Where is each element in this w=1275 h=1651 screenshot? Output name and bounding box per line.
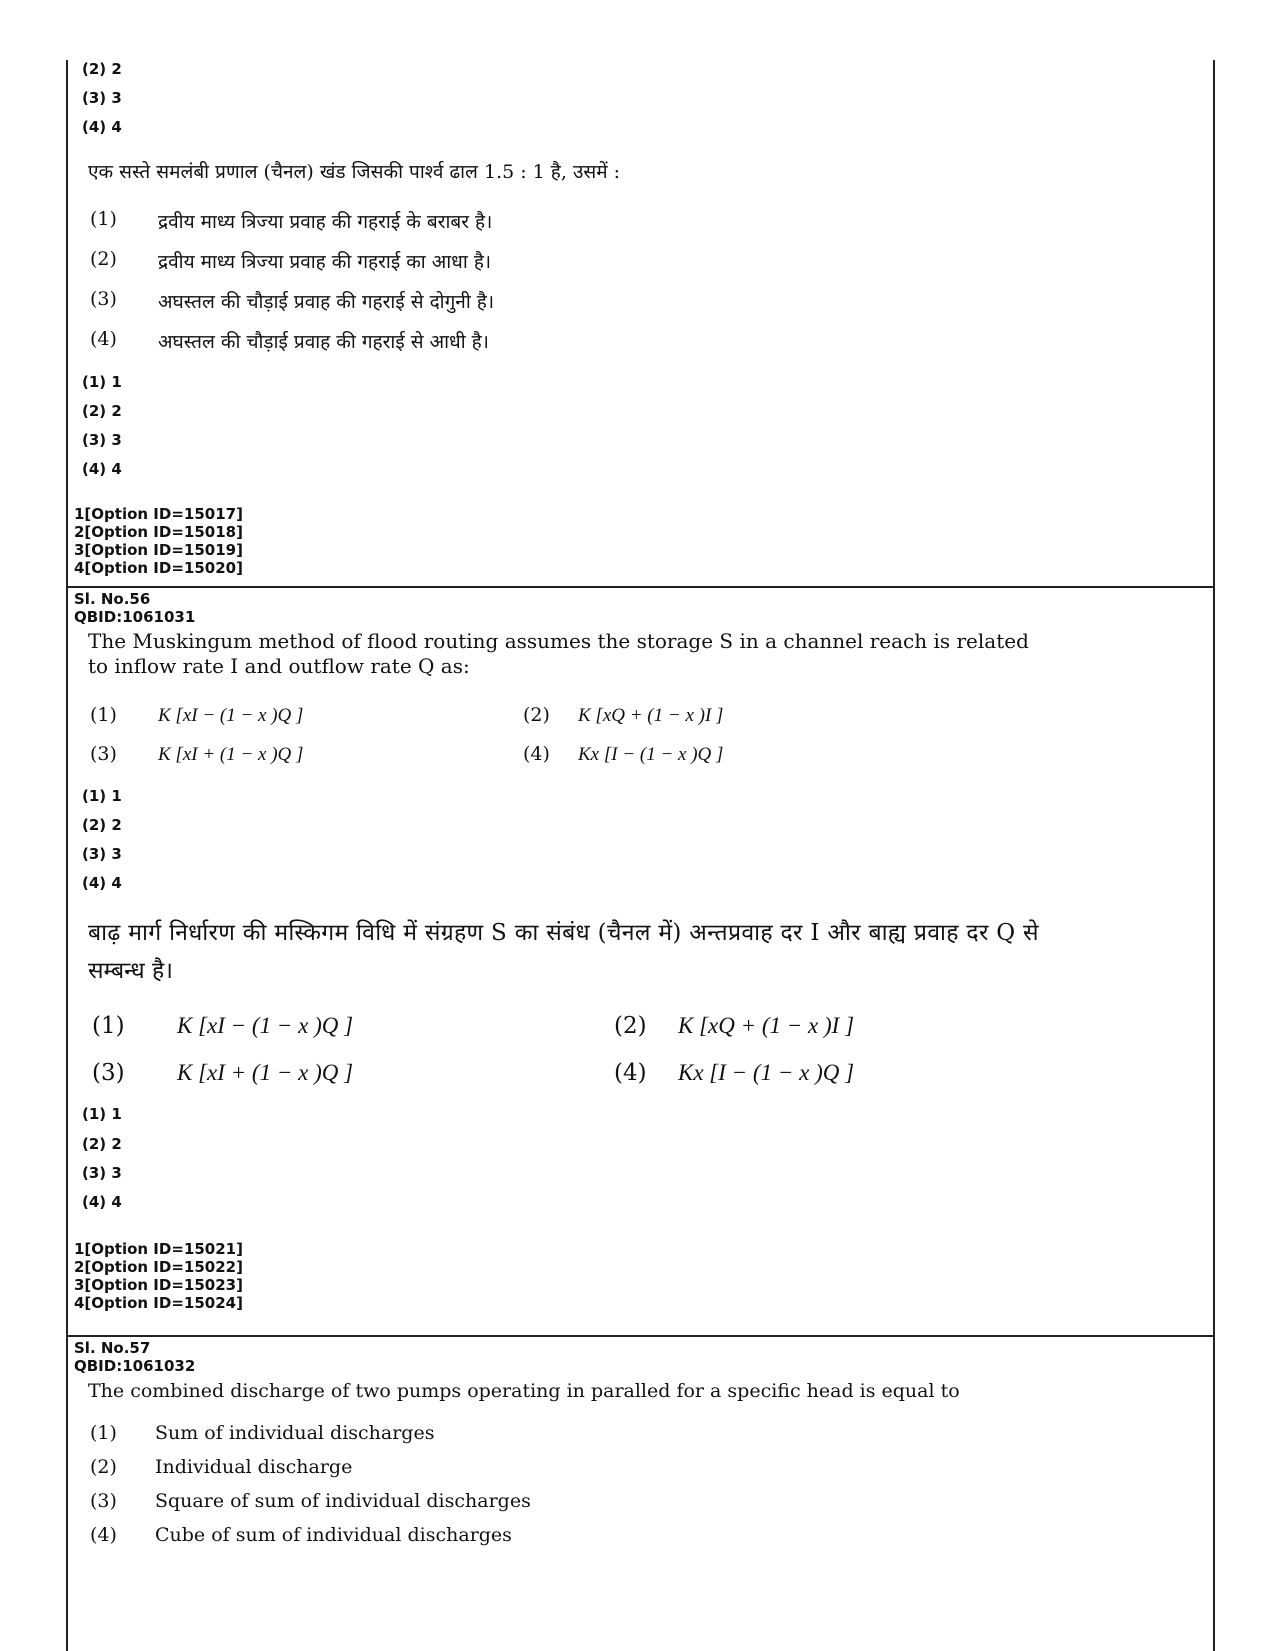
option-id: 2[Option ID=15018] <box>74 523 243 541</box>
option-number: (1) <box>90 208 117 230</box>
option-number: (1) <box>90 704 117 726</box>
option-text: अघस्तल की चौड़ाई प्रवाह की गहराई से आधी है। <box>158 331 489 353</box>
option-text: Square of sum of individual discharges <box>155 1490 531 1512</box>
answer-option: (1) 1 <box>82 373 122 391</box>
option-number: (2) <box>90 1456 117 1478</box>
answer-option: (1) 1 <box>82 1105 122 1123</box>
option-id: 3[Option ID=15023] <box>74 1276 243 1294</box>
question-text: The Muskingum method of flood routing assumes the storage S in a channel reach is related <box>88 629 1029 653</box>
question-text: The combined discharge of two pumps operating in paralled for a specific head is equal to <box>88 1380 960 1402</box>
answer-option: (3) 3 <box>82 431 122 449</box>
answer-option: (4) 4 <box>82 460 122 478</box>
answer-option: (2) 2 <box>82 402 122 420</box>
option-expression: K [xI − (1 − x )Q ] <box>158 705 304 726</box>
option-id: 1[Option ID=15021] <box>74 1240 243 1258</box>
option-number: (4) <box>523 743 550 765</box>
option-number: (3) <box>90 743 117 765</box>
option-number: (4) <box>90 328 117 350</box>
option-id: 4[Option ID=15020] <box>74 559 243 577</box>
option-expression: K [xI + (1 − x )Q ] <box>158 744 304 765</box>
option-number: (2) <box>90 248 117 270</box>
option-number: (4) <box>90 1524 117 1546</box>
option-text: द्रवीय माध्य त्रिज्या प्रवाह की गहराई के बराबर है। <box>158 211 493 233</box>
answer-option: (1) 1 <box>82 787 122 805</box>
option-expression: K [xI − (1 − x )Q ] <box>177 1013 354 1038</box>
option-text: Sum of individual discharges <box>155 1422 435 1444</box>
answer-option: (4) 4 <box>82 1193 122 1211</box>
option-number: (3) <box>90 288 117 310</box>
answer-option: (4) 4 <box>82 874 122 892</box>
option-number: (2) <box>614 1013 647 1039</box>
option-number: (2) <box>523 704 550 726</box>
question-text-hindi: सम्बन्ध है। <box>88 958 173 984</box>
answer-option: (2) 2 <box>82 60 122 78</box>
option-expression: K [xQ + (1 − x )I ] <box>578 705 724 726</box>
answer-option: (3) 3 <box>82 845 122 863</box>
option-number: (3) <box>90 1490 117 1512</box>
option-expression: K [xI + (1 − x )Q ] <box>177 1060 354 1085</box>
answer-option: (3) 3 <box>82 89 122 107</box>
option-id: 1[Option ID=15017] <box>74 505 243 523</box>
option-text: Cube of sum of individual discharges <box>155 1524 512 1546</box>
divider <box>66 586 1213 588</box>
serial-number: Sl. No.56 <box>74 590 151 608</box>
qbid: QBID:1061032 <box>74 1357 196 1375</box>
question-text-hindi: एक सस्ते समलंबी प्रणाल (चैनल) खंड जिसकी पार्श्व ढाल 1.5 : 1 है, उसमें : <box>88 161 621 183</box>
serial-number: Sl. No.57 <box>74 1339 151 1357</box>
option-expression: Kx [I − (1 − x )Q ] <box>678 1060 855 1085</box>
qbid: QBID:1061031 <box>74 608 196 626</box>
option-text: अघस्तल की चौड़ाई प्रवाह की गहराई से दोगुनी है। <box>158 291 495 313</box>
option-id: 4[Option ID=15024] <box>74 1294 243 1312</box>
option-number: (1) <box>90 1422 117 1444</box>
option-text: द्रवीय माध्य त्रिज्या प्रवाह की गहराई का आधा है। <box>158 251 492 273</box>
question-text: to inflow rate I and outflow rate Q as: <box>88 654 470 678</box>
option-id: 3[Option ID=15019] <box>74 541 243 559</box>
option-expression: K [xQ + (1 − x )I ] <box>678 1013 855 1038</box>
option-expression: Kx [I − (1 − x )Q ] <box>578 744 724 765</box>
answer-option: (2) 2 <box>82 816 122 834</box>
option-number: (3) <box>92 1060 125 1086</box>
option-text: Individual discharge <box>155 1456 353 1478</box>
option-id: 2[Option ID=15022] <box>74 1258 243 1276</box>
option-number: (4) <box>614 1060 647 1086</box>
option-number: (1) <box>92 1013 125 1039</box>
answer-option: (2) 2 <box>82 1135 122 1153</box>
divider <box>66 1335 1213 1337</box>
question-text-hindi: बाढ़ मार्ग निर्धारण की मस्किगम विधि में संग्रहण S का संबंध (चैनल में) अन्तप्रवाह दर I और बाह्य प्रवाह दर Q से <box>88 920 1039 946</box>
answer-option: (3) 3 <box>82 1164 122 1182</box>
answer-option: (4) 4 <box>82 118 122 136</box>
